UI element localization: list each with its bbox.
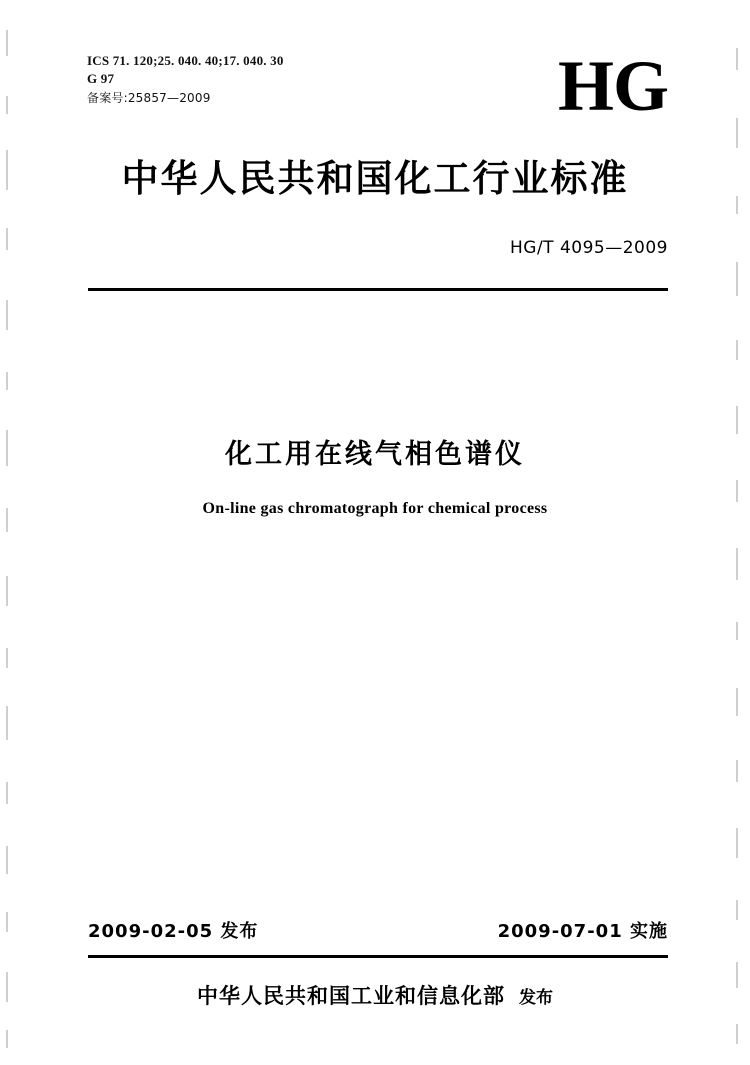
- document-title-chinese: 化工用在线气相色谱仪: [225, 439, 525, 470]
- scan-edge-marks-left: [6, 0, 14, 1065]
- issue-date: 2009-02-05 发布: [88, 921, 259, 942]
- ics-classification-block: [87, 52, 284, 106]
- record-number: 备案号:25857—2009: [87, 90, 211, 105]
- ics-code: ICS 71. 120;25. 040. 40;17. 040. 30: [87, 53, 284, 68]
- publisher-block: [60, 980, 690, 1010]
- page-title: 中华人民共和国化工行业标准: [121, 157, 629, 200]
- document-title-english: On-line gas chromatograph for chemical process: [202, 500, 548, 517]
- publisher-name: 中华人民共和国工业和信息化部: [197, 984, 505, 1008]
- header-divider: [88, 288, 668, 291]
- implementation-date: 2009-07-01 实施: [497, 921, 668, 942]
- standard-number: HG/T 4095—2009: [510, 238, 668, 258]
- publisher-suffix: 发布: [519, 988, 553, 1008]
- hg-logo: HG: [557, 46, 668, 126]
- footer-divider: [88, 955, 668, 958]
- ccs-code: G 97: [87, 70, 115, 86]
- page-content: [60, 0, 690, 1065]
- scan-edge-marks-right: [736, 0, 744, 1065]
